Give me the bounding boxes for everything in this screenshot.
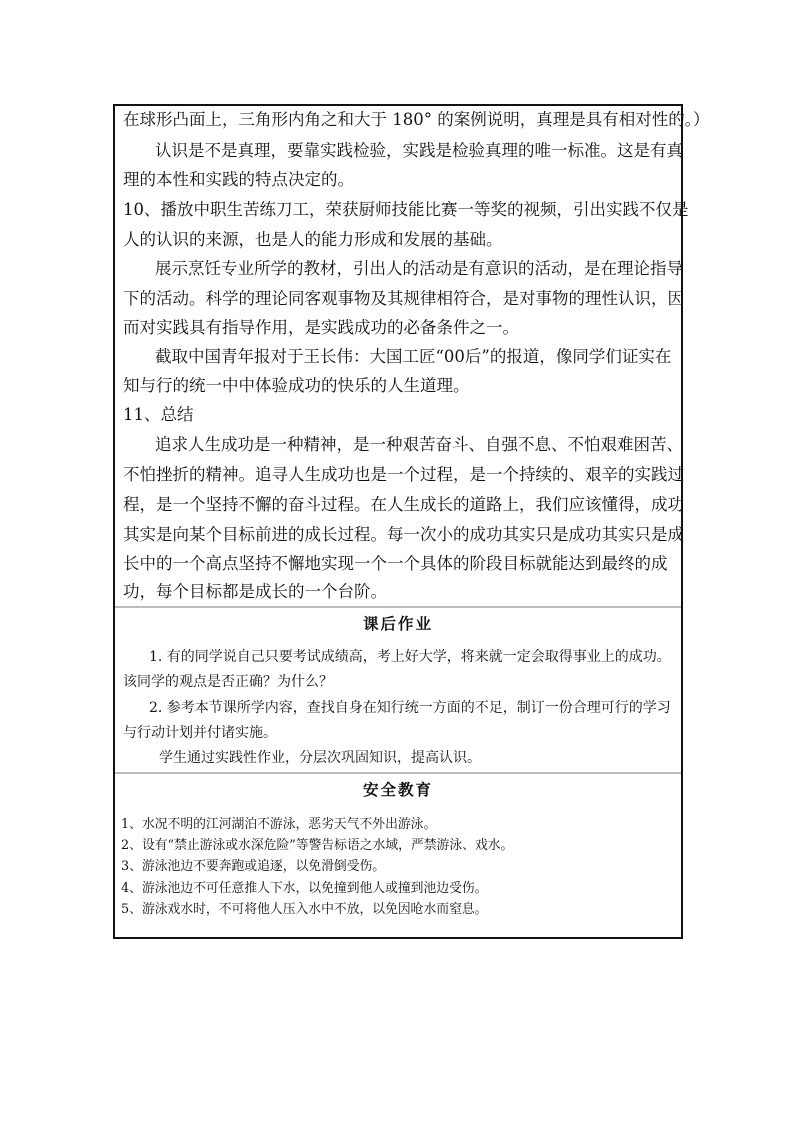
body-line: 人的认识的来源，也是人的能力形成和发展的基础。 — [123, 230, 503, 249]
body-line: 展示烹饪专业所学的教材，引出人的活动是有意识的活动，是在理论指导 — [155, 259, 683, 278]
homework-heading: 课后作业 — [362, 615, 433, 633]
body-line: 程，是一个坚持不懈的奋斗过程。在人生成长的道路上，我们应该懂得，成功 — [123, 495, 684, 514]
safety-item: 1、水况不明的江河湖泊不游泳，恶劣天气不外出游泳。 — [121, 817, 437, 832]
safety-item: 2、设有“禁止游泳或水深危险”等警告标语之水域，严禁游泳、戏水。 — [121, 838, 514, 853]
homework-line: 与行动计划并付诸实施。 — [123, 725, 277, 741]
lesson-body — [115, 106, 710, 606]
safety-item: 4、游泳池边不可任意推人下水，以免撞到他人或撞到池边受伤。 — [121, 881, 488, 896]
body-line: 功，每个目标都是成长的一个台阶。 — [123, 582, 387, 601]
body-line: 知与行的统一中中体验成功的快乐的人生道理。 — [123, 376, 470, 395]
section-divider — [115, 772, 681, 774]
homework-line: 学生通过实践性作业，分层次巩固知识，提高认识。 — [159, 750, 481, 766]
lesson-table — [113, 104, 710, 939]
safety-item: 5、游泳戏水时，不可将他人压入水中不放，以免因呛水而窒息。 — [121, 902, 488, 917]
body-line: 长中的一个高点坚持不懈地实现一个一个具体的阶段目标就能达到最终的成 — [123, 554, 668, 573]
section-divider — [115, 606, 681, 608]
body-line: 下的活动。科学的理论同客观事物及其规律相符合，是对事物的理性认识，因 — [123, 289, 684, 308]
body-line: 10、播放中职生苦练刀工，荣获厨师技能比赛一等奖的视频，引出实践不仅是 — [123, 200, 689, 219]
homework-line: 1. 有的同学说自己只要考试成绩高，考上好大学，将来就一定会取得事业上的成功。 — [149, 649, 671, 665]
homework-line: 该同学的观点是否正确？为什么？ — [123, 674, 333, 690]
body-line: 其实是向某个目标前进的成长过程。每一次小的成功其实只是成功其实只是成 — [123, 525, 684, 544]
safety-heading: 安全教育 — [362, 781, 433, 799]
body-line: 而对实践具有指导作用，是实践成功的必备条件之一。 — [123, 318, 519, 337]
homework-line: 2. 参考本节课所学内容，查找自身在知行统一方面的不足，制订一份合理可行的学习 — [149, 700, 671, 716]
body-line: 理的本性和实践的特点决定的。 — [123, 170, 354, 189]
body-line: 追求人生成功是一种精神，是一种艰苦奋斗、自强不息、不怕艰难困苦、 — [155, 435, 683, 454]
body-line: 截取中国青年报对于王长伟：大国工匠“00后”的报道，像同学们证实在 — [155, 347, 672, 366]
body-line: 11、总结 — [123, 405, 194, 424]
body-line: 在球形凸面上，三角形内角之和大于 180° 的案例说明，真理是具有相对性的。） — [123, 110, 710, 129]
body-line: 认识是不是真理，要靠实践检验，实践是检验真理的唯一标准。这是有真 — [155, 141, 683, 160]
safety-item: 3、游泳池边不要奔跑或追逐，以免滑倒受伤。 — [121, 859, 386, 874]
body-line: 不怕挫折的精神。追寻人生成功也是一个过程，是一个持续的、艰辛的实践过 — [123, 465, 684, 484]
